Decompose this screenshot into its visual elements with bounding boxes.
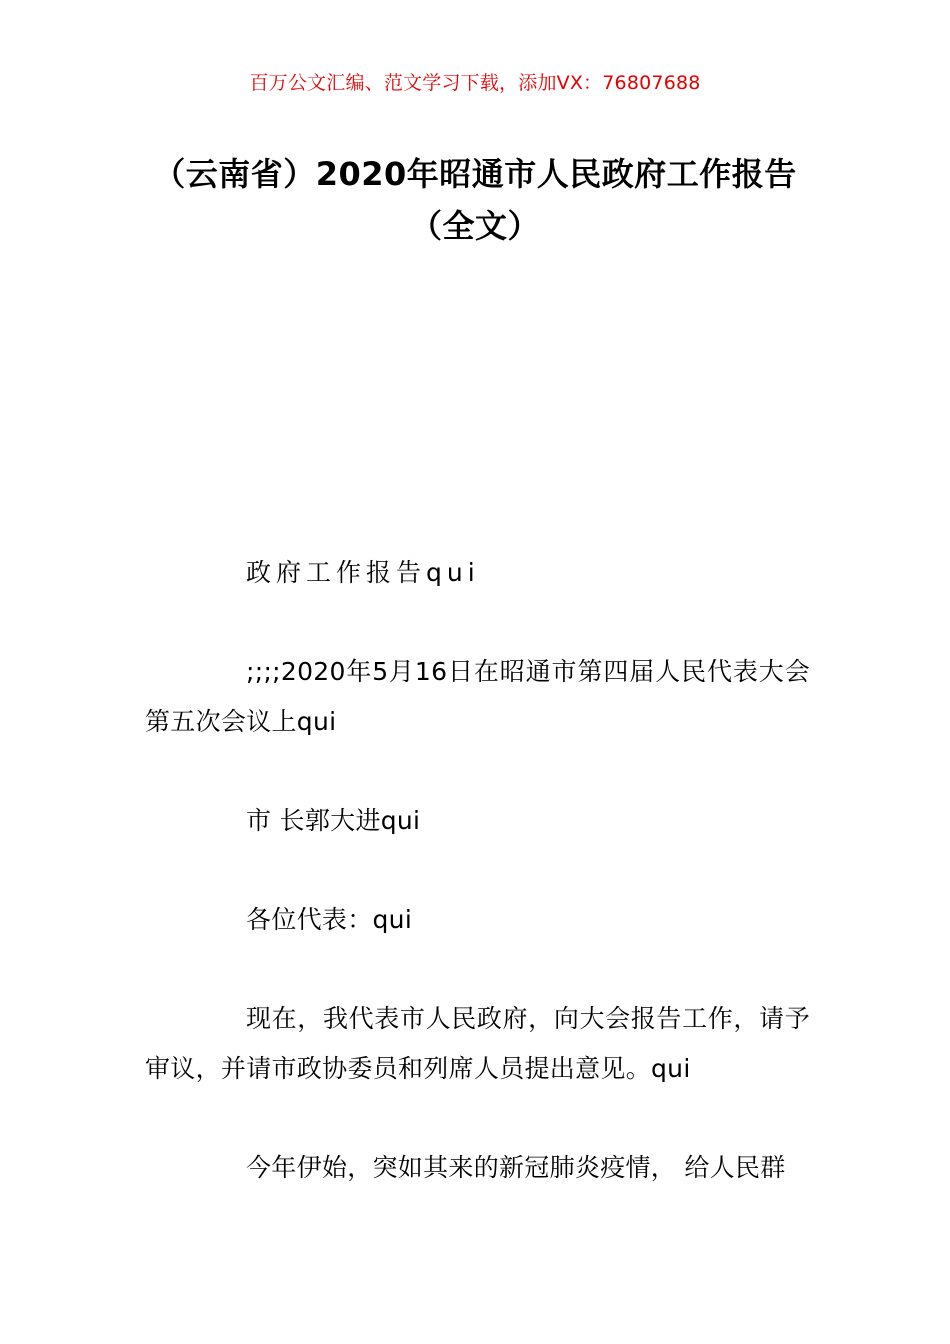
- header-note: 百万公文汇编、范文学习下载，添加VX：76807688: [249, 72, 701, 94]
- paragraph-body-start: 今年伊始，突如其来的新冠肺炎疫情， 给人民群: [246, 1153, 786, 1182]
- document-title: （云南省）2020年昭通市人民政府工作报告（全文）: [153, 155, 797, 245]
- paragraph-speaker: 市 长郭大进qui: [246, 806, 421, 835]
- paragraph-intro: 现在，我代表市人民政府，向大会报告工作，请予审议，并请市政协委员和列席人员提出意见。qui: [145, 1004, 810, 1083]
- document-body: [145, 548, 810, 1242]
- paragraph-salutation: 各位代表：qui: [246, 905, 413, 934]
- paragraph-date-line: ;;;;2020年5月16日在昭通市第四届人民代表大会第五次会议上qui: [145, 657, 810, 736]
- paragraph-heading: 政府工作报告qui: [246, 558, 480, 587]
